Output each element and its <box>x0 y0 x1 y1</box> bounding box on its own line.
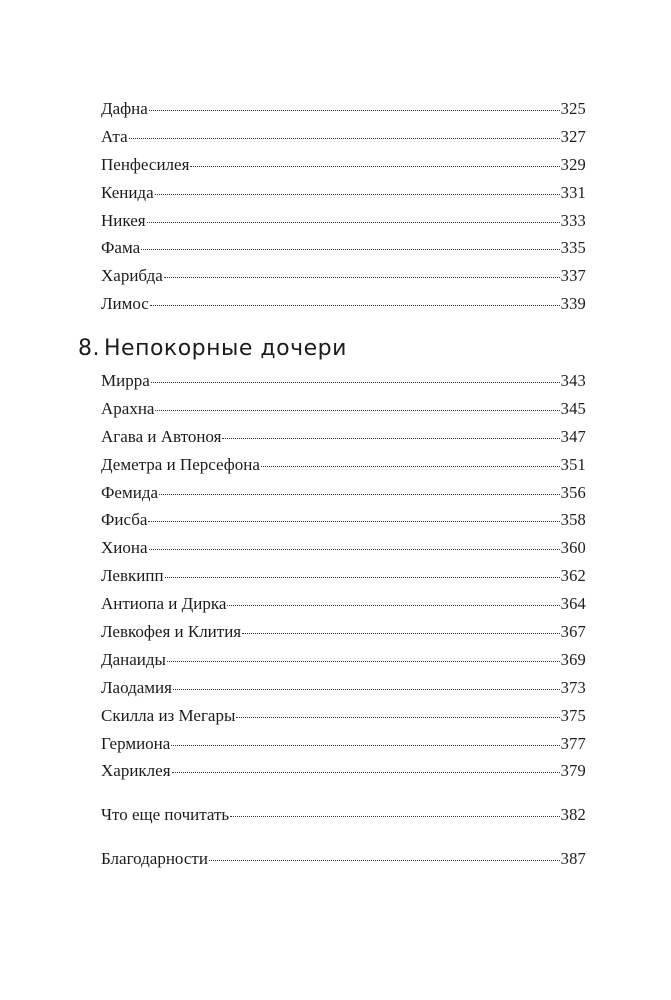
toc-entry[interactable] <box>101 290 586 318</box>
dot-leader <box>172 772 560 773</box>
dot-leader <box>141 249 559 250</box>
toc-entry-page: 360 <box>560 538 586 558</box>
toc-entry-page: 356 <box>560 482 586 502</box>
toc-entry[interactable] <box>101 646 586 674</box>
toc-section-b <box>101 367 586 785</box>
toc-entry[interactable] <box>101 562 586 590</box>
dot-leader <box>173 689 560 690</box>
dot-leader <box>261 466 560 467</box>
toc-entry[interactable] <box>101 730 586 758</box>
toc-entry[interactable] <box>101 234 586 262</box>
toc-entry-title: Арахна <box>101 398 155 418</box>
toc-entry[interactable] <box>101 534 586 562</box>
dot-leader <box>155 410 559 411</box>
dot-leader <box>167 661 560 662</box>
toc-entry-title: Данаиды <box>101 649 166 669</box>
toc-entry-title: Лимос <box>101 294 149 314</box>
dot-leader <box>149 549 560 550</box>
toc-entry-title: Левкипп <box>101 566 164 586</box>
toc-entry[interactable] <box>101 702 586 730</box>
toc-entry-title: Пенфесилея <box>101 154 190 174</box>
toc-entry-page: 382 <box>560 805 586 824</box>
chapter-heading[interactable] <box>78 334 347 364</box>
toc-entry-page: 327 <box>560 126 586 146</box>
toc-entry[interactable] <box>101 423 586 451</box>
toc-entry[interactable] <box>101 757 586 785</box>
toc-entry[interactable] <box>101 151 586 179</box>
toc-entry-title: Что еще почитать <box>101 805 230 824</box>
toc-entry-title: Фемида <box>101 482 159 502</box>
toc-entry-page: 335 <box>560 238 586 258</box>
toc-entry-title: Дафна <box>101 99 148 118</box>
toc-entry-title: Кенида <box>101 182 154 202</box>
toc-entry-title: Хиона <box>101 538 148 558</box>
toc-entry-title: Никея <box>101 210 146 230</box>
toc-entry-title: Ата <box>101 126 128 146</box>
toc-entry[interactable] <box>101 618 586 646</box>
toc-extra-acknowledgements <box>101 845 586 873</box>
toc-entry-page: 358 <box>560 510 586 530</box>
toc-entry-page: 337 <box>560 266 586 286</box>
toc-entry[interactable] <box>101 479 586 507</box>
toc-entry[interactable] <box>101 451 586 479</box>
toc-entry-page: 362 <box>560 566 586 586</box>
toc-entry[interactable] <box>101 506 586 534</box>
toc-entry-title: Лаодамия <box>101 677 172 697</box>
toc-entry-page: 333 <box>560 210 586 230</box>
toc-entry-title: Левкофея и Клития <box>101 622 242 642</box>
toc-entry[interactable] <box>101 367 586 395</box>
toc-entry-title: Мирра <box>101 371 150 390</box>
toc-entry-page: 375 <box>560 705 586 725</box>
toc-entry-page: 387 <box>560 849 586 868</box>
toc-entry-title: Скилла из Мегары <box>101 705 236 725</box>
dot-leader <box>165 577 560 578</box>
toc-entry-page: 345 <box>560 398 586 418</box>
chapter-title: Непокорные дочери <box>104 336 347 361</box>
toc-entry[interactable] <box>101 845 586 873</box>
dot-leader <box>236 717 559 718</box>
toc-entry-page: 379 <box>560 761 586 781</box>
toc-entry[interactable] <box>101 801 586 829</box>
toc-entry[interactable] <box>101 179 586 207</box>
dot-leader <box>150 305 560 306</box>
toc-entry-page: 367 <box>560 622 586 642</box>
dot-leader <box>159 494 560 495</box>
dot-leader <box>222 438 559 439</box>
toc-entry-title: Фисба <box>101 510 148 530</box>
dot-leader <box>164 277 560 278</box>
toc-entry[interactable] <box>101 395 586 423</box>
toc-extra-reading <box>101 801 586 829</box>
dot-leader <box>129 138 560 139</box>
dot-leader <box>171 745 559 746</box>
toc-section-a <box>101 95 586 318</box>
dot-leader <box>190 166 559 167</box>
toc-entry-page: 347 <box>560 426 586 446</box>
toc-entry-title: Благодарности <box>101 849 208 868</box>
dot-leader <box>147 222 560 223</box>
dot-leader <box>242 633 560 634</box>
toc-entry-page: 369 <box>560 649 586 669</box>
dot-leader <box>148 521 559 522</box>
toc-entry[interactable] <box>101 95 586 123</box>
dot-leader <box>155 194 560 195</box>
toc-entry[interactable] <box>101 123 586 151</box>
dot-leader <box>230 816 559 817</box>
toc-entry-title: Гермиона <box>101 733 171 753</box>
toc-entry-page: 373 <box>560 677 586 697</box>
dot-leader <box>227 605 559 606</box>
chapter-number: 8. <box>78 336 100 361</box>
toc-entry-page: 377 <box>560 733 586 753</box>
toc-entry-page: 351 <box>560 454 586 474</box>
toc-entry-title: Агава и Автоноя <box>101 426 222 446</box>
toc-entry-title: Деметра и Персефона <box>101 454 260 474</box>
toc-entry-page: 339 <box>560 294 586 314</box>
dot-leader <box>151 382 560 383</box>
toc-entry-page: 329 <box>560 154 586 174</box>
toc-entry[interactable] <box>101 207 586 235</box>
toc-entry-title: Антиопа и Дирка <box>101 594 227 614</box>
toc-entry-page: 331 <box>560 182 586 202</box>
toc-entry-title: Фама <box>101 238 141 258</box>
dot-leader <box>149 110 560 111</box>
dot-leader <box>209 860 560 861</box>
toc-entry-title: Харибда <box>101 266 163 286</box>
toc-entry[interactable] <box>101 674 586 702</box>
toc-entry[interactable] <box>101 590 586 618</box>
toc-entry-page: 343 <box>560 371 586 390</box>
toc-entry[interactable] <box>101 262 586 290</box>
toc-entry-page: 325 <box>560 99 586 118</box>
toc-entry-title: Хариклея <box>101 761 171 781</box>
toc-entry-page: 364 <box>560 594 586 614</box>
